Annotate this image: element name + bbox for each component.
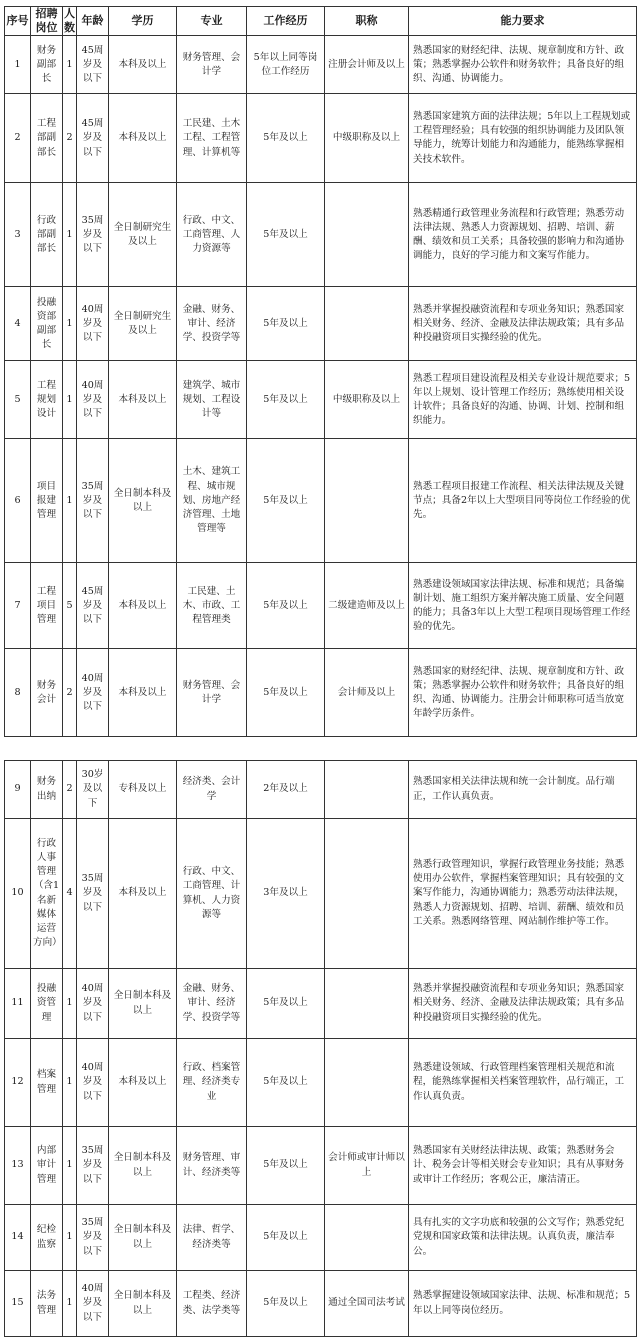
cell-major: 工民建、土木工程、工程管理、计算机等 [177, 94, 247, 183]
cell-exp: 2年及以上 [247, 761, 325, 819]
cell-age: 45周岁及以下 [77, 563, 109, 649]
cell-major: 财务管理、审计、经济类等 [177, 1127, 247, 1205]
cell-age: 40周岁及以下 [77, 1271, 109, 1337]
cell-exp: 5年及以上 [247, 183, 325, 287]
cell-title: 会计师或审计师以上 [325, 1127, 409, 1205]
cell-req: 熟悉国家有关财经法律法规、政策；熟悉财务会计、税务会计等相关财会专业知识；具有从事财务或审计工作经历；客观公正，廉洁清正。 [409, 1127, 637, 1205]
cell-req: 熟悉国家的财经纪律、法规、规章制度和方针、政策；熟悉掌握办公软件和财务软件；具备良好的组织、沟通、协调能力。注册会计师职称可适当放宽年龄学历条件。 [409, 649, 637, 737]
cell-age: 40周岁及以下 [77, 1039, 109, 1127]
cell-edu: 全日制本科及以上 [109, 439, 177, 563]
cell-count: 1 [63, 183, 77, 287]
cell-no: 12 [5, 1039, 31, 1127]
cell-req: 熟悉工程项目建设流程及相关专业设计规范要求；5年以上规划、设计管理工作经历；熟练使用相关设计软件；具备良好的沟通、协调、计划、控制和组织能力。 [409, 361, 637, 439]
cell-post: 投融资部副部长 [31, 287, 63, 361]
cell-exp: 5年及以上 [247, 1127, 325, 1205]
cell-exp: 5年及以上 [247, 439, 325, 563]
cell-title: 中级职称及以上 [325, 94, 409, 183]
table-row [5, 563, 637, 649]
cell-post: 工程部副部长 [31, 94, 63, 183]
cell-age: 30岁及以下 [77, 761, 109, 819]
cell-count: 1 [63, 361, 77, 439]
cell-exp: 5年及以上 [247, 1205, 325, 1271]
cell-age: 35周岁及以下 [77, 1127, 109, 1205]
cell-title: 二级建造师及以上 [325, 563, 409, 649]
cell-no: 15 [5, 1271, 31, 1337]
cell-edu: 本科及以上 [109, 1039, 177, 1127]
cell-req: 熟悉国家相关法律法规和统一会计制度。品行端正，工作认真负责。 [409, 761, 637, 819]
header-major: 专业 [177, 7, 247, 36]
cell-count: 1 [63, 1271, 77, 1337]
cell-title [325, 1205, 409, 1271]
cell-post: 项目报建管理 [31, 439, 63, 563]
cell-edu: 专科及以上 [109, 761, 177, 819]
cell-title [325, 287, 409, 361]
cell-post: 法务管理 [31, 1271, 63, 1337]
cell-major: 工程类、经济类、法学类等 [177, 1271, 247, 1337]
cell-exp: 5年及以上 [247, 287, 325, 361]
cell-count: 1 [63, 287, 77, 361]
header-req: 能力要求 [409, 7, 637, 36]
recruitment-table-part-2 [4, 760, 637, 1337]
cell-no: 7 [5, 563, 31, 649]
cell-major: 行政、档案管理、经济类专业 [177, 1039, 247, 1127]
header-edu: 学历 [109, 7, 177, 36]
cell-title: 会计师及以上 [325, 649, 409, 737]
cell-major: 财务管理、会计学 [177, 36, 247, 94]
cell-age: 35周岁及以下 [77, 439, 109, 563]
cell-edu: 全日制研究生及以上 [109, 183, 177, 287]
cell-req: 熟悉国家建筑方面的法律法规；5年以上工程规划或工程管理经验；具有较强的组织协调能力及团队领导能力，统筹计划能力和沟通能力，能熟练掌握相关技术软件。 [409, 94, 637, 183]
cell-req: 熟悉并掌握投融资流程和专项业务知识；熟悉国家相关财务、经济、金融及法律法规政策；具有多品种投融资项目实操经验的优先。 [409, 287, 637, 361]
cell-edu: 全日制本科及以上 [109, 1271, 177, 1337]
cell-major: 金融、财务、审计、经济学、投资学等 [177, 969, 247, 1039]
cell-no: 13 [5, 1127, 31, 1205]
table-row [5, 287, 637, 361]
cell-major: 金融、财务、审计、经济学、投资学等 [177, 287, 247, 361]
cell-edu: 本科及以上 [109, 563, 177, 649]
cell-title [325, 969, 409, 1039]
header-age: 年龄 [77, 7, 109, 36]
cell-count: 2 [63, 94, 77, 183]
cell-edu: 本科及以上 [109, 94, 177, 183]
header-title: 职称 [325, 7, 409, 36]
table-row [5, 36, 637, 94]
cell-no: 8 [5, 649, 31, 737]
cell-exp: 3年及以上 [247, 819, 325, 969]
cell-count: 1 [63, 36, 77, 94]
cell-count: 4 [63, 819, 77, 969]
cell-title [325, 183, 409, 287]
table-row [5, 819, 637, 969]
cell-post: 行政部副部长 [31, 183, 63, 287]
cell-title [325, 1039, 409, 1127]
cell-edu: 本科及以上 [109, 36, 177, 94]
cell-age: 40周岁及以下 [77, 287, 109, 361]
table-row [5, 1127, 637, 1205]
table-row [5, 439, 637, 563]
cell-exp: 5年及以上 [247, 361, 325, 439]
cell-exp: 5年及以上 [247, 94, 325, 183]
cell-major: 法律、哲学、经济类等 [177, 1205, 247, 1271]
cell-title [325, 819, 409, 969]
header-post: 招聘岗位 [31, 7, 63, 36]
table-row [5, 761, 637, 819]
cell-age: 35周岁及以下 [77, 183, 109, 287]
cell-major: 建筑学、城市规划、工程设计等 [177, 361, 247, 439]
cell-req: 熟悉工程项目报建工作流程、相关法律法规及关键节点；具备2年以上大型项目同等岗位工作经验的优先。 [409, 439, 637, 563]
cell-exp: 5年以上同等岗位工作经历 [247, 36, 325, 94]
cell-exp: 5年及以上 [247, 563, 325, 649]
cell-age: 35周岁及以下 [77, 1205, 109, 1271]
cell-age: 45周岁及以下 [77, 36, 109, 94]
cell-post: 档案管理 [31, 1039, 63, 1127]
table-row [5, 94, 637, 183]
cell-no: 1 [5, 36, 31, 94]
cell-count: 1 [63, 969, 77, 1039]
cell-major: 行政、中文、工商管理、人力资源等 [177, 183, 247, 287]
header-no: 序号 [5, 7, 31, 36]
table-row [5, 969, 637, 1039]
header-row [5, 7, 637, 36]
cell-edu: 全日制本科及以上 [109, 969, 177, 1039]
cell-req: 熟悉行政管理知识，掌握行政管理业务技能；熟悉使用办公软件，掌握档案管理知识；具有较强的文案写作能力，沟通协调能力；熟悉劳动法律法规，熟悉人力资源规划、招聘、培训、薪酬、绩效和员工关系。熟悉网络管理、网站制作维护等工作。 [409, 819, 637, 969]
cell-post: 财务副部长 [31, 36, 63, 94]
cell-exp: 5年及以上 [247, 649, 325, 737]
cell-count: 2 [63, 649, 77, 737]
cell-count: 2 [63, 761, 77, 819]
recruitment-table-part-1 [4, 6, 637, 737]
table-row [5, 1039, 637, 1127]
cell-title [325, 439, 409, 563]
cell-req: 熟悉国家的财经纪律、法规、规章制度和方针、政策；熟悉掌握办公软件和财务软件；具备良好的组织、沟通、协调能力。 [409, 36, 637, 94]
cell-post: 财务出纳 [31, 761, 63, 819]
table-row [5, 1205, 637, 1271]
cell-major: 土木、建筑工程、城市规划、房地产经济管理、土地管理等 [177, 439, 247, 563]
cell-req: 熟悉并掌握投融资流程和专项业务知识；熟悉国家相关财务、经济、金融及法律法规政策；具有多品种投融资项目实操经验的优先。 [409, 969, 637, 1039]
cell-no: 2 [5, 94, 31, 183]
cell-major: 行政、中文、工商管理、计算机、人力资源等 [177, 819, 247, 969]
cell-no: 14 [5, 1205, 31, 1271]
cell-age: 40周岁及以下 [77, 969, 109, 1039]
cell-req: 熟悉建设领域、行政管理档案管理相关规范和流程，能熟练掌握相关档案管理软件，品行端正，工作认真负责。 [409, 1039, 637, 1127]
cell-count: 1 [63, 1127, 77, 1205]
cell-count: 1 [63, 1039, 77, 1127]
cell-no: 4 [5, 287, 31, 361]
cell-req: 熟悉精通行政管理业务流程和行政管理；熟悉劳动法律法规、熟悉人力资源规划、招聘、培训、薪酬、绩效和员工关系；具备较强的影响力和沟通协调能力，良好的学习能力和文案写作能力。 [409, 183, 637, 287]
cell-req: 具有扎实的文字功底和较强的公文写作；熟悉党纪党规和国家政策和法律法规。认真负责，廉洁奉公。 [409, 1205, 637, 1271]
cell-no: 5 [5, 361, 31, 439]
cell-no: 3 [5, 183, 31, 287]
cell-no: 11 [5, 969, 31, 1039]
cell-age: 40周岁及以下 [77, 361, 109, 439]
table-row [5, 361, 637, 439]
cell-no: 6 [5, 439, 31, 563]
cell-post: 纪检监察 [31, 1205, 63, 1271]
cell-age: 45周岁及以下 [77, 94, 109, 183]
cell-major: 财务管理、会计学 [177, 649, 247, 737]
cell-title: 注册会计师及以上 [325, 36, 409, 94]
cell-major: 经济类、会计学 [177, 761, 247, 819]
cell-edu: 本科及以上 [109, 819, 177, 969]
cell-age: 40周岁及以下 [77, 649, 109, 737]
cell-exp: 5年及以上 [247, 969, 325, 1039]
cell-edu: 全日制本科及以上 [109, 1205, 177, 1271]
cell-edu: 全日制本科及以上 [109, 1127, 177, 1205]
cell-title: 通过全国司法考试 [325, 1271, 409, 1337]
cell-post: 内部审计管理 [31, 1127, 63, 1205]
cell-req: 熟悉掌握建设领域国家法律、法规、标准和规范；5年以上同等岗位经历。 [409, 1271, 637, 1337]
cell-no: 10 [5, 819, 31, 969]
cell-major: 工民建、土木、市政、工程管理类 [177, 563, 247, 649]
cell-title: 中级职称及以上 [325, 361, 409, 439]
cell-post: 行政人事管理（含1名新媒体运营方向） [31, 819, 63, 969]
cell-count: 1 [63, 439, 77, 563]
cell-exp: 5年及以上 [247, 1271, 325, 1337]
table-row [5, 183, 637, 287]
cell-count: 1 [63, 1205, 77, 1271]
header-exp: 工作经历 [247, 7, 325, 36]
header-count: 人数 [64, 7, 75, 35]
cell-post: 财务会计 [31, 649, 63, 737]
cell-exp: 5年及以上 [247, 1039, 325, 1127]
cell-post: 投融资管理 [31, 969, 63, 1039]
cell-edu: 全日制研究生及以上 [109, 287, 177, 361]
cell-edu: 本科及以上 [109, 361, 177, 439]
cell-req: 熟悉建设领域国家法律法规、标准和规范；具备编制计划、施工组织方案并解决施工质量、安全问题的能力；具备3年以上大型工程项目现场管理工作经验的优先。 [409, 563, 637, 649]
table-row [5, 649, 637, 737]
cell-post: 工程项目管理 [31, 563, 63, 649]
cell-edu: 本科及以上 [109, 649, 177, 737]
cell-post: 工程规划设计 [31, 361, 63, 439]
cell-age: 35周岁及以下 [77, 819, 109, 969]
cell-no: 9 [5, 761, 31, 819]
cell-count: 5 [63, 563, 77, 649]
cell-title [325, 761, 409, 819]
table-row [5, 1271, 637, 1337]
